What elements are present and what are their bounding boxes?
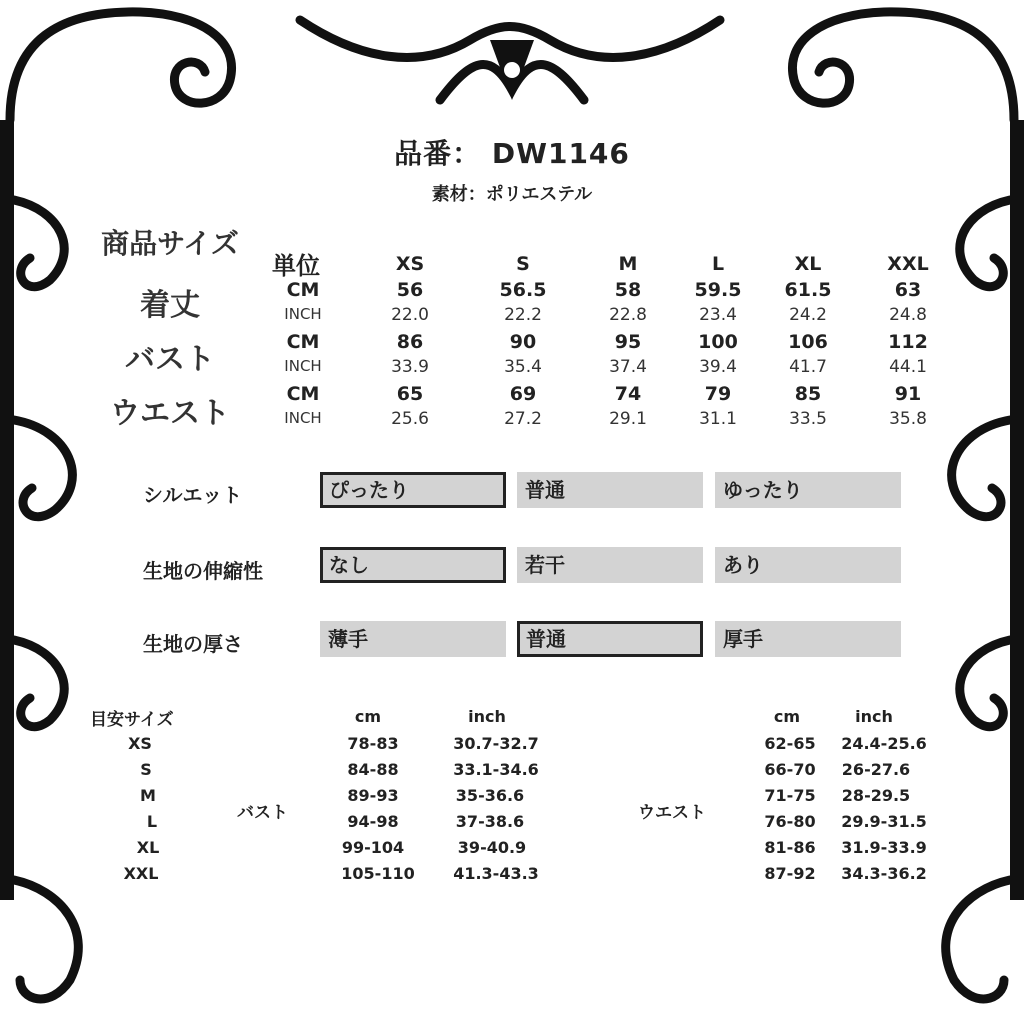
size-header-xl: XL [794,253,822,275]
size-header-l: L [711,253,725,275]
inch-value: 22.2 [504,305,542,325]
cm-value: 85 [794,383,822,405]
cm-value: 112 [888,331,928,353]
silhouette-option-loose: ゆったり [715,472,901,508]
inch-value: 23.4 [699,305,737,325]
material-label: 素材：ポリエステル [431,184,593,205]
guide-waist-inch: 28-29.5 [841,786,911,805]
guide-waist-inch: 24.4-25.6 [841,734,927,753]
cm-value: 79 [704,383,732,405]
guide-waist-cm-header: cm [773,707,801,726]
inch-value: 37.4 [609,357,647,377]
inch-value: 22.8 [609,305,647,325]
guide-size: L [146,812,158,831]
inch-value: 41.7 [789,357,827,377]
silhouette-option-regular: 普通 [517,472,703,508]
guide-waist-inch: 31.9-33.9 [841,838,927,857]
guide-bust-inch: 35-36.6 [455,786,525,805]
guide-bust-cm: 94-98 [347,812,399,831]
inch-value: 33.5 [789,409,827,429]
stretch-label: 生地の伸縮性 [143,559,263,583]
guide-bust-cm: 89-93 [347,786,399,805]
guide-size: M [140,786,156,805]
cm-value: 100 [698,331,738,353]
unit-cm: CM [286,279,320,301]
stretch-option-yes: あり [715,547,901,583]
guide-size: XXL [123,864,159,883]
guide-waist-cm: 66-70 [764,760,816,779]
cm-value: 65 [396,383,424,405]
size-header-m: M [618,253,638,275]
cm-value: 90 [509,331,537,353]
inch-value: 44.1 [889,357,927,377]
thickness-label: 生地の厚さ [143,632,243,656]
guide-bust-inch: 39-40.9 [457,838,527,857]
guide-waist-label: ウエスト [638,803,706,823]
inch-value: 39.4 [699,357,737,377]
guide-bust-inch: 30.7-32.7 [453,734,539,753]
waist-label: ウエスト [110,396,230,431]
unit-cm: CM [286,383,320,405]
stretch-option-slight: 若干 [517,547,703,583]
thickness-option-thin: 薄手 [320,621,506,657]
inch-value: 24.2 [789,305,827,325]
cm-value: 69 [509,383,537,405]
guide-bust-cm: 84-88 [347,760,399,779]
unit-inch: INCH [284,305,322,323]
guide-bust-cm: 78-83 [347,734,399,753]
cm-value: 56.5 [499,279,547,301]
stretch-option-none: なし [320,547,506,583]
bust-label: バスト [125,342,215,377]
cm-value: 74 [614,383,642,405]
guide-waist-cm: 62-65 [764,734,816,753]
size-header-xs: XS [395,253,425,275]
unit-inch: INCH [284,357,322,375]
guide-waist-cm: 87-92 [764,864,816,883]
cm-value: 61.5 [784,279,832,301]
guide-waist-inch: 34.3-36.2 [841,864,927,883]
inch-value: 22.0 [391,305,429,325]
guide-bust-cm: 99-104 [341,838,405,857]
guide-waist-cm: 71-75 [764,786,816,805]
unit-cm: CM [286,331,320,353]
guide-waist-inch: 26-27.6 [841,760,911,779]
guide-bust-inch: 41.3-43.3 [453,864,539,883]
cm-value: 106 [788,331,828,353]
guide-bust-inch: 37-38.6 [455,812,525,831]
unit-header: 単位 [272,252,320,280]
guide-waist-cm: 81-86 [764,838,816,857]
inch-value: 35.8 [889,409,927,429]
thickness-option-regular: 普通 [517,621,703,657]
guide-bust-cm: 105-110 [341,864,415,883]
inch-value: 29.1 [609,409,647,429]
guide-bust-cm-header: cm [354,707,382,726]
cm-value: 86 [396,331,424,353]
silhouette-option-fitted: ぴったり [320,472,506,508]
cm-value: 59.5 [694,279,742,301]
inch-value: 33.9 [391,357,429,377]
cm-value: 63 [894,279,922,301]
guide-bust-label: バスト [237,803,288,823]
product-number: 品番： DW1146 [394,137,630,170]
guide-size: S [140,760,152,779]
inch-value: 24.8 [889,305,927,325]
size-section-label: 商品サイズ [101,227,239,260]
silhouette-label: シルエット [143,483,243,507]
inch-value: 27.2 [504,409,542,429]
guide-waist-cm: 76-80 [764,812,816,831]
inch-value: 31.1 [699,409,737,429]
inch-value: 35.4 [504,357,542,377]
guide-bust-inch-header: inch [468,707,506,726]
size-header-xxl: XXL [887,253,929,275]
guide-waist-inch-header: inch [855,707,893,726]
guide-waist-inch: 29.9-31.5 [841,812,927,831]
inch-value: 25.6 [391,409,429,429]
length-label: 着丈 [140,288,200,323]
guide-size: XL [136,838,160,857]
guide-bust-inch: 33.1-34.6 [453,760,539,779]
thickness-option-thick: 厚手 [715,621,901,657]
cm-value: 95 [614,331,642,353]
cm-value: 58 [614,279,642,301]
cm-value: 91 [894,383,922,405]
unit-inch: INCH [284,409,322,427]
size-header-s: S [516,253,530,275]
guide-title: 目安サイズ [90,710,174,730]
cm-value: 56 [396,279,424,301]
guide-size: XS [128,734,152,753]
